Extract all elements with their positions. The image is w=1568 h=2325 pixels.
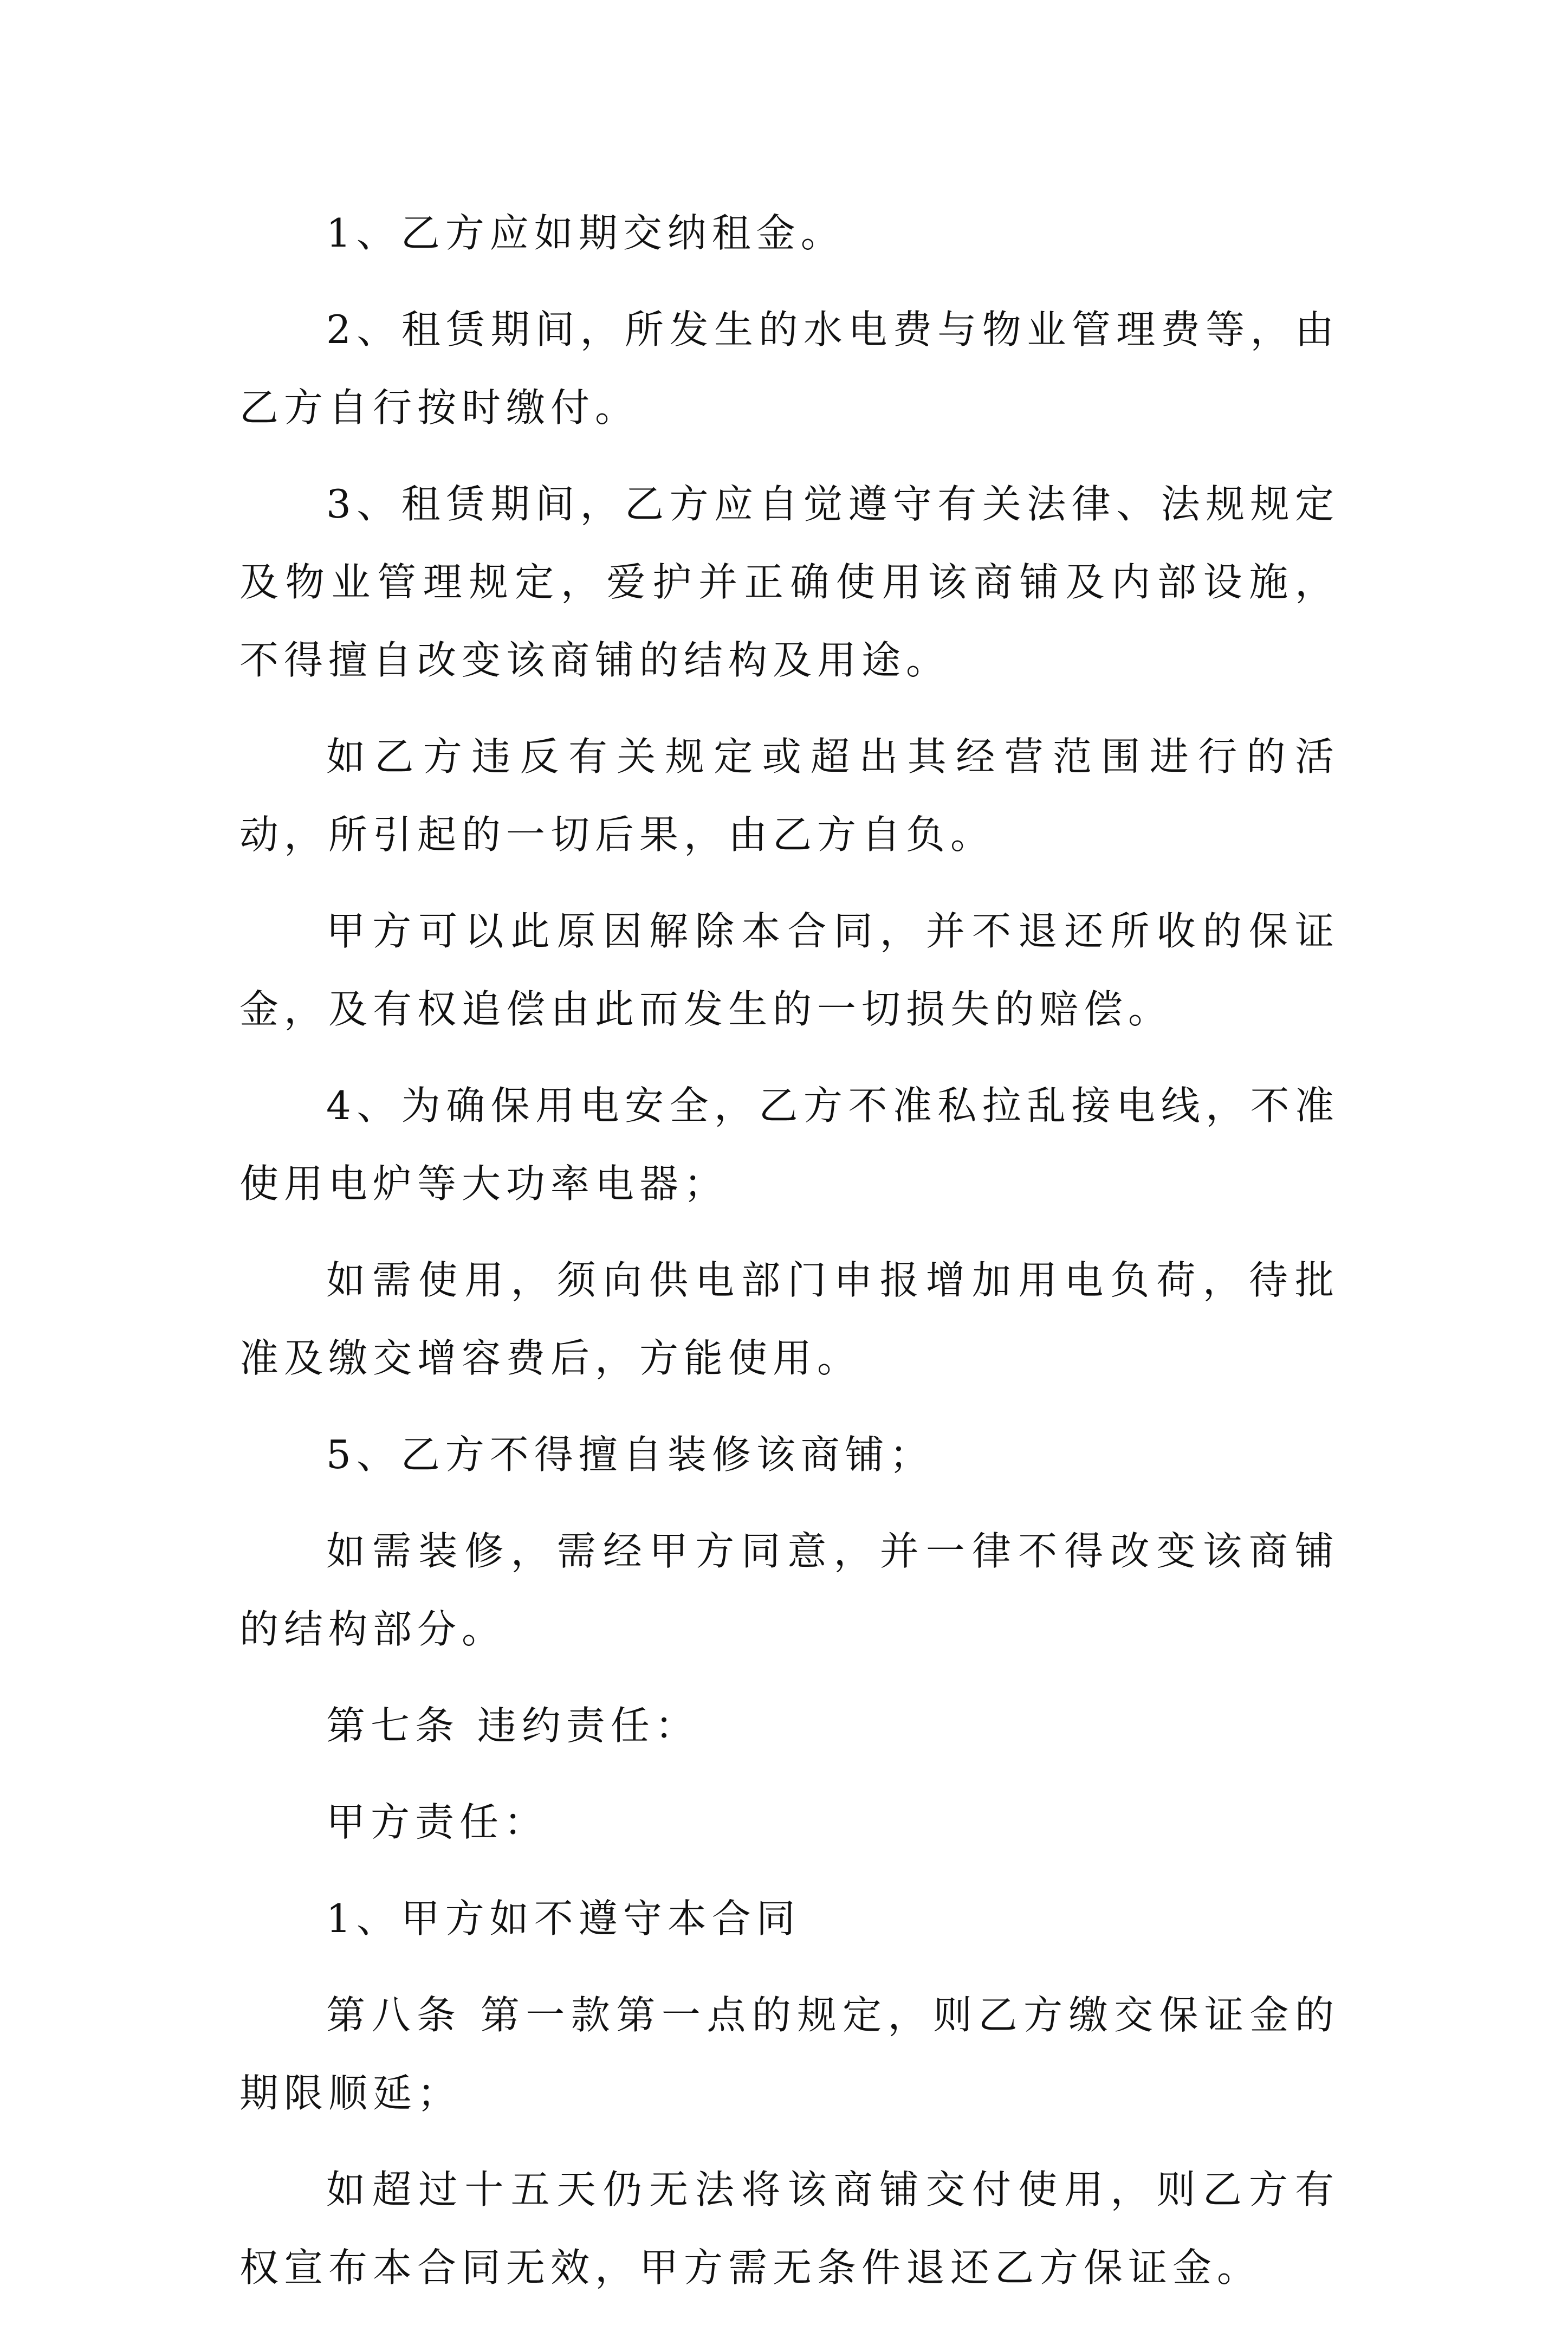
paragraph-11: 甲方责任： xyxy=(326,1799,549,1845)
paragraph-2: 2、租赁期间，所发生的水电费与物业管理费等，由乙方自行按时缴付。 xyxy=(239,307,1339,430)
paragraph-12: 1、甲方如不遵守本合同 xyxy=(326,1896,801,1941)
paragraph-14: 如超过十五天仍无法将该商铺交付使用，则乙方有权宣布本合同无效，甲方需无条件退还乙方保证金。 xyxy=(239,2167,1339,2290)
paragraph-1: 1、乙方应如期交纳租金。 xyxy=(326,210,845,256)
paragraph-5: 甲方可以此原因解除本合同，并不退还所收的保证金，及有权追偿由此而发生的一切损失的赔偿。 xyxy=(239,908,1339,1032)
paragraph-10: 第七条 违约责任： xyxy=(326,1703,699,1748)
paragraph-7: 如需使用，须向供电部门申报增加用电负荷，待批准及缴交增容费后，方能使用。 xyxy=(239,1257,1339,1381)
paragraph-8: 5、乙方不得擅自装修该商铺； xyxy=(326,1432,934,1477)
document-body xyxy=(239,194,1339,2325)
paragraph-13: 第八条 第一款第一点的规定，则乙方缴交保证金的期限顺延； xyxy=(239,1992,1339,2116)
paragraph-9: 如需装修，需经甲方同意，并一律不得改变该商铺的结构部分。 xyxy=(239,1528,1339,1652)
paragraph-6: 4、为确保用电安全，乙方不准私拉乱接电线，不准使用电炉等大功率电器； xyxy=(239,1083,1339,1206)
paragraph-3: 3、租赁期间，乙方应自觉遵守有关法律、法规规定及物业管理规定，爱护并正确使用该商铺及内部设施，不得擅自改变该商铺的结构及用途。 xyxy=(239,481,1339,683)
paragraph-4: 如乙方违反有关规定或超出其经营范围进行的活动，所引起的一切后果，由乙方自负。 xyxy=(239,734,1339,857)
